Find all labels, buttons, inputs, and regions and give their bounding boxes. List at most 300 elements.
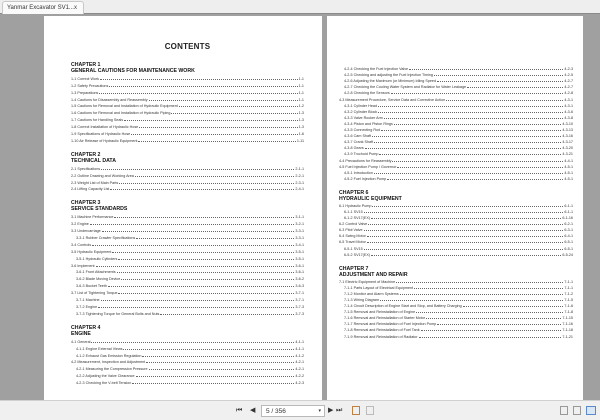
- chapter-title: GENERAL CAUTIONS FOR MAINTENANCE WORK: [71, 68, 195, 74]
- toc-entry-title: 3-7-1 Machine: [76, 298, 100, 303]
- dot-leader: [374, 173, 563, 174]
- toc-entry[interactable]: [71, 240, 304, 247]
- dot-leader: [98, 307, 294, 308]
- toc-entry[interactable]: [71, 302, 304, 309]
- toc-entry-title: 6-5 Travel Motor: [339, 240, 366, 245]
- toc-entry[interactable]: [71, 371, 304, 378]
- dot-leader: [110, 189, 294, 190]
- toc-entry-title: 7-1-5 Removal and Reinstallation of Engine: [344, 310, 416, 315]
- dot-leader: [446, 100, 563, 101]
- pdf-page-right: [327, 16, 583, 400]
- document-viewer[interactable]: [0, 14, 600, 400]
- pdf-page-left: [44, 16, 322, 400]
- toc-entry-title: 6-5-2 SV17(EX): [344, 252, 371, 257]
- dot-leader: [114, 217, 294, 218]
- bottom-toolbar: [0, 400, 600, 420]
- dot-leader: [364, 212, 564, 213]
- toc-entry-page: 7-1-6: [564, 304, 573, 309]
- toc-entry[interactable]: [71, 102, 304, 109]
- chapter-number: CHAPTER 1: [71, 62, 101, 68]
- dot-leader: [384, 118, 564, 119]
- toc-entry-page: 6-4-1: [564, 234, 573, 239]
- dot-leader: [372, 206, 563, 207]
- toc-entry-page: 3-2-1: [295, 222, 304, 227]
- toc-entry[interactable]: [71, 136, 304, 143]
- dot-leader: [119, 183, 294, 184]
- toc-entry-title: 1-6 Cautions for Removal and Installation of Hydraulic Piping: [71, 111, 171, 116]
- dot-leader: [149, 100, 298, 101]
- toc-entry-title: 3-7 List of Tightening Torque: [71, 291, 118, 296]
- toc-entry[interactable]: [71, 178, 304, 185]
- toc-entry-page: 2-1-1: [295, 166, 304, 171]
- toc-entry-page: 3-7-3: [295, 311, 304, 316]
- toc-entry[interactable]: [71, 268, 304, 275]
- rotate-icon[interactable]: [366, 406, 374, 415]
- toc-entry-page: 4-3-16: [562, 134, 573, 139]
- toc-entry-title: 3-7-3 Tightening Torque for General Bolts and Nuts: [76, 311, 160, 316]
- toc-entry-title: 7-1-4 Circuit Description of Engine Start and Stop, and Battery Charging: [344, 304, 462, 309]
- toc-entry-page: 7-1-16: [562, 322, 573, 327]
- toc-entry-title: 4-3-2 Cylinder Block: [344, 109, 378, 114]
- toc-entry-title: 7-1-6 Removal and Reinstallation of Starter Motor: [344, 316, 426, 321]
- dot-leader: [136, 238, 294, 239]
- toc-entry-title: 6-1 Hydraulic Pump: [339, 203, 372, 208]
- toc-entry-page: 4-1-1: [295, 346, 304, 351]
- tab-title: Yanmar Excavator SV1...: [7, 5, 74, 11]
- toc-entry[interactable]: [71, 337, 304, 344]
- toc-entry-title: 7-1-8 Removal and Reinstallation of Fuel Tank: [344, 328, 420, 333]
- toc-entry-title: 1-7 Cautions for Handling Seals: [71, 118, 124, 123]
- toc-entry-page: 7-1-21: [562, 334, 573, 339]
- toc-entry-page: 7-1-1: [564, 279, 573, 284]
- chapter-title: ENGINE: [71, 330, 91, 337]
- dot-leader: [121, 279, 294, 280]
- toc-entry[interactable]: [71, 358, 304, 365]
- toc-entry-page: 7-1-18: [562, 328, 573, 333]
- toc-entry-title: 4-3-1 Cylinder Head: [344, 103, 377, 108]
- toc-entry-page: 4-3-21: [562, 152, 573, 157]
- toc-entry[interactable]: [71, 309, 304, 316]
- chapter-title: SERVICE STANDARDS: [71, 206, 128, 213]
- chevron-down-icon[interactable]: ▾: [318, 408, 321, 414]
- toc-entry-title: 1-4 Cautions for Disassembly and Reassembly: [71, 97, 148, 102]
- toc-entry-page: 7-1-1: [564, 285, 573, 290]
- toc-entry-title: 4-3-4 Piston and Piston Rings: [344, 121, 393, 126]
- dot-leader: [108, 286, 295, 287]
- dot-leader: [365, 148, 562, 149]
- toc-entry-title: 4-2-3 Checking the V-belt Tension: [76, 381, 132, 386]
- toc-entry-page: 1-2: [298, 104, 304, 109]
- toc-entry-page: 1-1: [298, 83, 304, 88]
- dot-leader: [396, 282, 563, 283]
- dot-leader: [118, 259, 294, 260]
- toc-entry-title: 3-6 Implement: [71, 263, 95, 268]
- toc-entry-title: 1-2 Safety Precautions: [71, 83, 109, 88]
- document-tab[interactable]: [2, 1, 84, 14]
- toc-entry-title: 4-5-1 Introduction: [344, 170, 373, 175]
- dot-leader: [381, 130, 561, 131]
- dot-leader: [131, 134, 297, 135]
- toc-entry-title: 7-1-2 Monitor and Alarm Systems: [344, 291, 399, 296]
- dot-leader: [391, 93, 564, 94]
- dot-leader: [371, 255, 561, 256]
- toc-entry-page: 6-1-1: [564, 209, 573, 214]
- dot-leader: [379, 154, 561, 155]
- toc-entry-page: 4-2-7: [564, 85, 573, 90]
- toc-entry-title: 1-9 Specifications of Hydraulic Hose: [71, 132, 131, 137]
- dot-leader: [117, 272, 295, 273]
- toc-entry[interactable]: [71, 212, 304, 219]
- toc-entry-page: 4-3-1: [564, 97, 573, 102]
- toc-entry-title: 4-3 Measurement Procedure, Service Data and Corrective Action: [339, 97, 446, 102]
- dot-leader: [371, 218, 561, 219]
- toc-entry[interactable]: [71, 95, 304, 102]
- toc-entry[interactable]: [71, 115, 304, 122]
- dot-leader: [118, 293, 294, 294]
- toc-entry-title: 3-4 Controls: [71, 242, 92, 247]
- toc-entry-title: 6-1-2 SV17(EX): [344, 216, 371, 221]
- toc-entry-title: 4-2-8 Checking the Sensors: [344, 91, 390, 96]
- toc-entry-page: 3-6-1: [295, 270, 304, 275]
- toc-entry-title: 6-3 Pilot Valve: [339, 228, 363, 233]
- toc-entry-page: 1-3: [298, 111, 304, 116]
- toc-entry-title: 4-3-6 Cam Shaft: [344, 134, 372, 139]
- dot-leader: [416, 312, 563, 313]
- toc-entry-page: 4-1-1: [295, 339, 304, 344]
- toc-entry-page: 3-7-3: [295, 304, 304, 309]
- toc-entry-page: 6-5-1: [564, 246, 573, 251]
- toc-entry-title: 3-2 Engine: [71, 222, 89, 227]
- dot-leader: [96, 266, 295, 267]
- toc-entry[interactable]: [71, 185, 304, 192]
- toc-entry-page: 4-3-10: [562, 121, 573, 126]
- toc-entry-page: 4-3-20: [562, 146, 573, 151]
- toc-entry-page: 4-3-8: [564, 115, 573, 120]
- dot-leader: [139, 127, 297, 128]
- dot-leader: [149, 369, 295, 370]
- toc-entry[interactable]: [71, 295, 304, 302]
- toc-entry[interactable]: [71, 281, 304, 288]
- toc-entry-title: 6-2 Control Valve: [339, 222, 368, 227]
- toc-entry-page: 7-1-5: [564, 298, 573, 302]
- toc-entry-page: 3-3-1: [295, 236, 304, 241]
- toc-entry-page: 1-1: [298, 97, 304, 102]
- dot-leader: [101, 300, 295, 301]
- toc-entry-title: 7-1-7 Removal and Reinstallation of Fuel Injection Pump: [344, 322, 437, 327]
- toc-entry-page: 2-4-1: [295, 187, 304, 192]
- toc-entry[interactable]: [71, 233, 304, 240]
- tab-bar: [0, 0, 600, 14]
- chapter-section: [339, 65, 573, 181]
- toc-entry-page: 4-2-1: [295, 367, 304, 372]
- chapter-section: [339, 190, 573, 257]
- dot-leader: [138, 141, 295, 142]
- previous-page-button[interactable]: ◀: [250, 407, 256, 414]
- first-page-button[interactable]: ⏮: [236, 407, 243, 414]
- toc-entry[interactable]: [71, 274, 304, 281]
- toc-entry-title: 3-6-2 Blade Moving Device: [76, 277, 121, 282]
- dot-leader: [380, 300, 563, 301]
- dot-leader: [367, 242, 564, 243]
- toc-entry-title: 1-10 Air Release of Hydraulic Equipment: [71, 138, 138, 143]
- toc-entry-page: 7-1-2: [564, 291, 573, 296]
- toc-entry-page: 1-3: [298, 118, 304, 123]
- toc-entry-title: 2-2 Outline Drawing and Working Area: [71, 173, 134, 178]
- page-number-input[interactable]: [261, 405, 325, 417]
- toc-entry-title: 4-5 Fuel Injection Pump / Governor: [339, 164, 397, 169]
- toc-entry-page: 4-2-8: [564, 91, 573, 96]
- toc-entry-title: 4-3-7 Crank Shaft: [344, 140, 374, 145]
- dot-leader: [135, 176, 295, 177]
- toc-entry-title: 3-5-1 Hydraulic Cylinders: [76, 256, 118, 261]
- toc-entry-title: 4-3-3 Valve Rocker Arm: [344, 115, 383, 120]
- toc-entry-page: 3-6-1: [295, 263, 304, 268]
- toc-entry-page: 6-5-1: [564, 240, 573, 245]
- toc-right: [339, 65, 573, 339]
- next-page-button[interactable]: ▶: [328, 407, 334, 414]
- toc-entry-page: 2-2-1: [295, 173, 304, 178]
- dot-leader: [92, 245, 294, 246]
- toc-entry-title: 4-2-2 Adjusting the Valve Clearance: [76, 374, 135, 379]
- toc-entry-page: 4-3-6: [564, 109, 573, 114]
- toc-entry-title: 7-1-9 Removal and Reinstallation of Radiator: [344, 334, 418, 339]
- toc-entry-title: 4-1 General: [71, 339, 91, 344]
- toc-entry-title: 7-1-1 Parts Layout of Electrical Equipment: [344, 285, 414, 290]
- dot-leader: [368, 224, 563, 225]
- toc-entry-page: 4-3-13: [562, 128, 573, 133]
- chapter-number: CHAPTER 4: [71, 324, 101, 331]
- single-page-view-icon[interactable]: [560, 406, 568, 415]
- toc-entry-page: 6-3-1: [564, 228, 573, 233]
- toc-entry[interactable]: [71, 74, 304, 81]
- dot-leader: [146, 362, 294, 363]
- toc-entry-page: 3-5-1: [295, 256, 304, 261]
- toc-entry-title: 3-1 Machine Performance: [71, 215, 114, 220]
- toc-entry[interactable]: [71, 351, 304, 358]
- toc-entry-page: 4-4-1: [564, 158, 573, 163]
- toc-entry-title: 4-2 Measurement, Inspection and Adjustment: [71, 360, 146, 365]
- toc-entry-page: 1-11: [296, 138, 304, 143]
- toc-entry-title: 1-1 Correct Work: [71, 76, 100, 81]
- toc-entry[interactable]: [71, 88, 304, 95]
- toc-entry[interactable]: [71, 247, 304, 254]
- toc-entry-page: 4-2-7: [564, 79, 573, 84]
- toc-entry-page: 6-5-24: [562, 252, 573, 257]
- toc-entry[interactable]: [71, 254, 304, 261]
- toc-entry-page: 6-1-1: [564, 203, 573, 208]
- dot-leader: [179, 106, 298, 107]
- toc-entry-page: 3-3-1: [295, 229, 304, 234]
- rotate-copy-icon[interactable]: [352, 406, 360, 415]
- toc-entry[interactable]: [71, 81, 304, 88]
- toc-entry-page: 4-2-5: [564, 73, 573, 78]
- toc-entry-page: 4-5-1: [564, 170, 573, 175]
- dot-leader: [136, 376, 295, 377]
- toc-entry-title: 4-5-2 Fuel Injection Pump: [344, 176, 387, 181]
- chapter-section: [71, 200, 304, 315]
- toc-entry-title: 2-1 Specifications: [71, 166, 101, 171]
- dot-leader: [463, 306, 564, 307]
- toc-entry[interactable]: [71, 122, 304, 129]
- toc-entry[interactable]: [71, 164, 304, 171]
- dot-leader: [387, 179, 563, 180]
- dot-leader: [367, 236, 564, 237]
- toc-entry-page: 4-2-3: [295, 381, 304, 386]
- toc-entry[interactable]: [71, 171, 304, 178]
- toc-entry-page: 7-1-15: [562, 316, 573, 321]
- toc-entry-page: 1-1: [298, 76, 304, 81]
- toc-entry-page: 1-6: [298, 132, 304, 137]
- dot-leader: [378, 106, 563, 107]
- dot-leader: [437, 81, 563, 82]
- dot-leader: [90, 224, 295, 225]
- chapter-section: [71, 62, 304, 143]
- toc-entry-page: 7-1-8: [564, 310, 573, 315]
- toc-entry-title: 1-5 Cautions for Removal and Installation of Hydraulic Equipment: [71, 104, 178, 109]
- toc-entry-page: 4-2-2: [295, 374, 304, 379]
- chapter-section: [71, 152, 304, 192]
- toc-entry[interactable]: [71, 108, 304, 115]
- toc-entry[interactable]: [339, 251, 573, 257]
- dot-leader: [102, 231, 295, 232]
- toc-entry-page: 2-3-1: [295, 180, 304, 185]
- toc-entry-title: 6-4 Swing Motor: [339, 234, 366, 239]
- toc-entry-title: 3-3-1 Rubber Crawler Specifications: [76, 236, 136, 241]
- chapter-section: [339, 266, 573, 339]
- dot-leader: [434, 75, 563, 76]
- toc-entry[interactable]: [71, 378, 304, 385]
- toc-entry-title: 4-4 Precautions for Reassembly: [339, 158, 392, 163]
- chapter-number: CHAPTER 3: [71, 200, 101, 207]
- chapter-title: HYDRAULIC EQUIPMENT: [339, 195, 402, 202]
- chapter-number: CHAPTER 7: [339, 265, 369, 272]
- dot-leader: [467, 87, 563, 88]
- dot-leader: [171, 113, 297, 114]
- dot-leader: [394, 124, 562, 125]
- toc-entry-page: 1-1: [298, 90, 304, 95]
- dot-leader: [364, 249, 564, 250]
- dot-leader: [409, 69, 563, 70]
- dot-leader: [91, 342, 294, 343]
- last-page-button[interactable]: ⏭: [336, 407, 343, 414]
- toc-entry-title: 3-5 Hydraulic Equipment: [71, 249, 112, 254]
- toc-entry-title: 4-2-1 Measuring the Compression Pressure: [76, 367, 148, 372]
- dot-leader: [100, 79, 298, 80]
- dot-leader: [101, 169, 294, 170]
- toc-entry-page: 3-4-1: [295, 242, 304, 247]
- dot-leader: [397, 167, 563, 168]
- toc-entry-title: 3-3 Undercarriage: [71, 229, 101, 234]
- toc-entry-page: 6-2-1: [564, 222, 573, 227]
- toc-entry-title: 4-3-8 Gears: [344, 146, 364, 151]
- dot-leader: [392, 161, 563, 162]
- dot-leader: [437, 324, 561, 325]
- toc-entry-title: 4-2-7 Checking the Cooling Water System and Radiator for Water Leakage: [344, 85, 467, 90]
- toc-entry-title: 7-1 Electric Equipment of Machine: [339, 279, 396, 284]
- toc-entry[interactable]: [339, 332, 573, 338]
- page-number-value: 5 / 356: [266, 408, 286, 415]
- dot-leader: [426, 318, 561, 319]
- toc-entry[interactable]: [339, 175, 573, 181]
- toc-entry-title: 2-4 Lifting Capacity List: [71, 187, 110, 192]
- toc-entry-title: 4-3-5 Connecting Rod: [344, 128, 381, 133]
- toc-entry-page: 4-5-1: [564, 176, 573, 181]
- toc-entry[interactable]: [71, 288, 304, 295]
- chapter-number: CHAPTER 6: [339, 189, 369, 196]
- toc-entry-title: 3-6-1 Front Attachments: [76, 270, 116, 275]
- dot-leader: [160, 314, 294, 315]
- dot-leader: [364, 230, 564, 231]
- toc-entry[interactable]: [71, 226, 304, 233]
- dot-leader: [123, 349, 294, 350]
- contents-title: CONTENTS: [164, 42, 211, 51]
- toc-entry-page: 4-5-1: [564, 164, 573, 169]
- toc-entry[interactable]: [71, 364, 304, 371]
- toc-entry-title: 4-1-1 Engine External Views: [76, 346, 123, 351]
- dot-leader: [112, 252, 294, 253]
- toc-entry-title: 4-2-5 Checking and adjusting the Fuel Injection Timing: [344, 73, 433, 78]
- toc-entry-page: 3-1-1: [295, 215, 304, 220]
- toc-entry[interactable]: [71, 344, 304, 351]
- toc-entry-title: 1-3 Preparations: [71, 90, 99, 95]
- dot-leader: [400, 294, 564, 295]
- toc-entry-page: 4-2-1: [295, 360, 304, 365]
- dot-leader: [99, 93, 297, 94]
- toc-entry[interactable]: [71, 261, 304, 268]
- dot-leader: [124, 120, 298, 121]
- chapter-number: CHAPTER 2: [71, 151, 101, 158]
- dot-leader: [378, 112, 563, 113]
- dot-leader: [374, 142, 561, 143]
- toc-entry[interactable]: [71, 129, 304, 136]
- toc-entry-page: 3-6-2: [295, 277, 304, 282]
- toc-entry-page: 3-5-1: [295, 249, 304, 254]
- toc-left: [71, 62, 304, 385]
- toc-entry-title: 3-6-3 Bucket Teeth: [76, 284, 107, 289]
- toc-entry-page: 1-3: [298, 125, 304, 130]
- dot-leader: [421, 330, 562, 331]
- dot-leader: [132, 383, 294, 384]
- toc-entry-title: 4-2-4 Checking the Fuel Injection Valve: [344, 67, 409, 72]
- continuous-view-icon[interactable]: [573, 406, 581, 415]
- toc-entry-title: 6-1-1 SV15: [344, 209, 363, 214]
- close-tab-icon[interactable]: x: [74, 5, 77, 11]
- dot-leader: [419, 337, 562, 338]
- chapter-title: ADJUSTMENT AND REPAIR: [339, 271, 408, 278]
- toc-entry-page: 6-1-16: [562, 216, 573, 221]
- chapter-section: [71, 325, 304, 385]
- toc-entry-title: 1-8 Correct Installation of Hydraulic Hose: [71, 125, 139, 130]
- toc-entry-title: 2-3 Weight List of Main Parts: [71, 180, 119, 185]
- toc-entry-page: 4-2-3: [564, 67, 573, 72]
- toc-entry-title: 6-5-1 SV15: [344, 246, 363, 251]
- toc-entry-title: 3-7-2 Engine: [76, 304, 98, 309]
- toc-entry-page: 4-3-17: [562, 140, 573, 145]
- two-page-view-icon[interactable]: [586, 406, 596, 415]
- toc-entry-title: 4-2-6 Adjusting the Maximum (or Minimum) Idling Speed: [344, 79, 437, 84]
- toc-entry-page: 4-3-1: [564, 103, 573, 108]
- toc-entry-page: 3-7-1: [295, 291, 304, 296]
- dot-leader: [414, 288, 563, 289]
- toc-entry[interactable]: [71, 219, 304, 226]
- dot-leader: [109, 86, 297, 87]
- toc-entry-page: 3-7-1: [295, 298, 304, 303]
- toc-entry-page: 3-6-3: [295, 284, 304, 289]
- toc-entry-title: 4-1-2 Exhaust Gas Emission Regulation: [76, 353, 142, 358]
- dot-leader: [142, 356, 294, 357]
- toc-entry-title: 7-1-3 Wiring Diagram: [344, 298, 380, 302]
- dot-leader: [372, 136, 561, 137]
